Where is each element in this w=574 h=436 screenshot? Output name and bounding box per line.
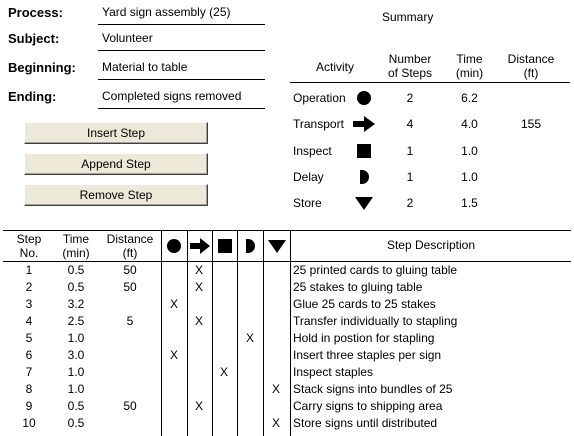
table-col-time: Time (min) — [62, 232, 90, 260]
summary-activity-label: Inspect — [293, 144, 332, 158]
step-distance — [100, 364, 160, 381]
store-triangle-icon — [264, 234, 290, 258]
step-time: 1.0 — [67, 365, 85, 379]
step-description: 25 stakes to gluing table — [293, 280, 423, 294]
step-number: 1 — [25, 263, 33, 277]
summary-steps-value: 2 — [406, 91, 414, 105]
transport-arrow-icon — [188, 234, 212, 258]
step-time: 0.5 — [67, 416, 85, 430]
table-row[interactable] — [0, 415, 574, 432]
summary-time-value: 4.0 — [461, 117, 478, 131]
step-description: Stack signs into bundles of 25 — [293, 382, 453, 396]
table-col-distance: Distance (ft) — [106, 232, 154, 260]
subject-underline — [98, 50, 265, 51]
step-time: 1.0 — [67, 331, 85, 345]
step-type-mark: X — [245, 331, 254, 345]
step-type-mark: X — [194, 280, 203, 294]
step-number: 4 — [25, 314, 33, 328]
step-distance — [100, 415, 160, 432]
step-time: 3.0 — [67, 348, 85, 362]
step-description: Hold in postion for stapling — [293, 331, 435, 345]
step-time: 1.0 — [67, 382, 85, 396]
step-description: Glue 25 cards to 25 stakes — [293, 297, 436, 311]
summary-distance-value: 155 — [520, 117, 542, 131]
summary-activity-label: Operation — [293, 91, 346, 105]
step-number: 6 — [25, 348, 33, 362]
summary-time-value: 1.0 — [461, 170, 478, 184]
step-distance — [100, 381, 160, 398]
summary-steps-value: 4 — [406, 117, 414, 131]
table-top-rule — [3, 230, 571, 231]
step-number: 9 — [25, 399, 33, 413]
inspect-square-icon — [352, 141, 376, 161]
step-number: 8 — [25, 382, 33, 396]
summary-steps-value: 2 — [406, 196, 414, 210]
subject-value[interactable]: Volunteer — [102, 31, 153, 45]
inspect-square-icon — [213, 234, 237, 258]
step-time: 0.5 — [67, 280, 85, 294]
process-label: Process: — [8, 5, 63, 20]
ending-value[interactable]: Completed signs removed — [102, 89, 242, 103]
remove-step-button[interactable]: Remove Step — [24, 184, 208, 206]
summary-col-time: Time (min) — [455, 52, 484, 80]
step-description: Inspect staples — [293, 365, 374, 379]
step-type-mark: X — [169, 297, 178, 311]
delay-d-shape-icon — [352, 167, 376, 187]
summary-activity-label: Transport — [293, 117, 344, 131]
step-number: 3 — [25, 297, 33, 311]
step-description: Store signs until distributed — [293, 416, 438, 430]
beginning-value[interactable]: Material to table — [102, 60, 188, 74]
table-row[interactable] — [0, 364, 574, 381]
operation-circle-icon — [162, 234, 186, 258]
step-type-mark: X — [194, 314, 203, 328]
append-step-button[interactable]: Append Step — [24, 153, 208, 175]
ending-underline — [98, 108, 265, 109]
step-time: 0.5 — [67, 399, 85, 413]
process-value[interactable]: Yard sign assembly (25) — [102, 5, 231, 19]
summary-time-value: 1.5 — [461, 196, 478, 210]
summary-activity-label: Store — [293, 196, 322, 210]
summary-steps-value: 1 — [406, 170, 414, 184]
step-type-mark: X — [194, 399, 203, 413]
step-time: 0.5 — [67, 263, 85, 277]
step-description: 25 printed cards to gluing table — [293, 263, 458, 277]
step-distance: 50 — [123, 399, 137, 413]
step-type-mark: X — [169, 348, 178, 362]
step-time: 3.2 — [67, 297, 85, 311]
store-triangle-icon — [352, 193, 376, 213]
table-row[interactable] — [0, 279, 574, 296]
step-number: 7 — [25, 365, 33, 379]
summary-title: Summary — [382, 10, 434, 24]
step-description: Carry signs to shipping area — [293, 399, 443, 413]
step-number: 10 — [22, 416, 36, 430]
step-type-mark: X — [219, 365, 228, 379]
step-distance — [100, 296, 160, 313]
table-row[interactable] — [0, 262, 574, 279]
step-distance — [100, 330, 160, 347]
step-number: 2 — [25, 280, 33, 294]
table-row[interactable] — [0, 381, 574, 398]
step-distance — [100, 347, 160, 364]
beginning-underline — [98, 79, 265, 80]
step-type-mark: X — [271, 416, 280, 430]
table-row[interactable] — [0, 296, 574, 313]
beginning-label: Beginning: — [8, 60, 76, 75]
step-distance: 5 — [126, 314, 134, 328]
table-row[interactable] — [0, 347, 574, 364]
step-type-mark: X — [194, 263, 203, 277]
subject-label: Subject: — [8, 31, 60, 46]
summary-time-value: 1.0 — [461, 144, 478, 158]
summary-col-activity: Activity — [315, 60, 354, 74]
step-type-mark: X — [271, 382, 280, 396]
step-time: 2.5 — [67, 314, 85, 328]
step-number: 5 — [25, 331, 33, 345]
summary-col-steps: Number of Steps — [387, 52, 433, 80]
table-col-description: Step Description — [386, 238, 476, 252]
summary-time-value: 6.2 — [461, 91, 478, 105]
summary-activity-label: Delay — [293, 170, 324, 184]
table-col-step: Step No. — [16, 232, 42, 260]
table-row[interactable] — [0, 330, 574, 347]
step-description: Insert three staples per sign — [293, 348, 442, 362]
insert-step-button[interactable]: Insert Step — [24, 122, 208, 144]
summary-col-distance: Distance (ft) — [507, 52, 555, 80]
process-underline — [98, 24, 265, 25]
table-row[interactable] — [0, 313, 574, 330]
transport-arrow-icon — [352, 114, 376, 134]
step-description: Transfer individually to stapling — [293, 314, 458, 328]
ending-label: Ending: — [8, 89, 57, 104]
operation-circle-icon — [352, 88, 376, 108]
step-distance: 50 — [123, 263, 137, 277]
summary-header-rule — [290, 82, 570, 83]
step-distance: 50 — [123, 280, 137, 294]
delay-d-shape-icon — [238, 234, 262, 258]
table-row[interactable] — [0, 398, 574, 415]
summary-steps-value: 1 — [406, 144, 414, 158]
